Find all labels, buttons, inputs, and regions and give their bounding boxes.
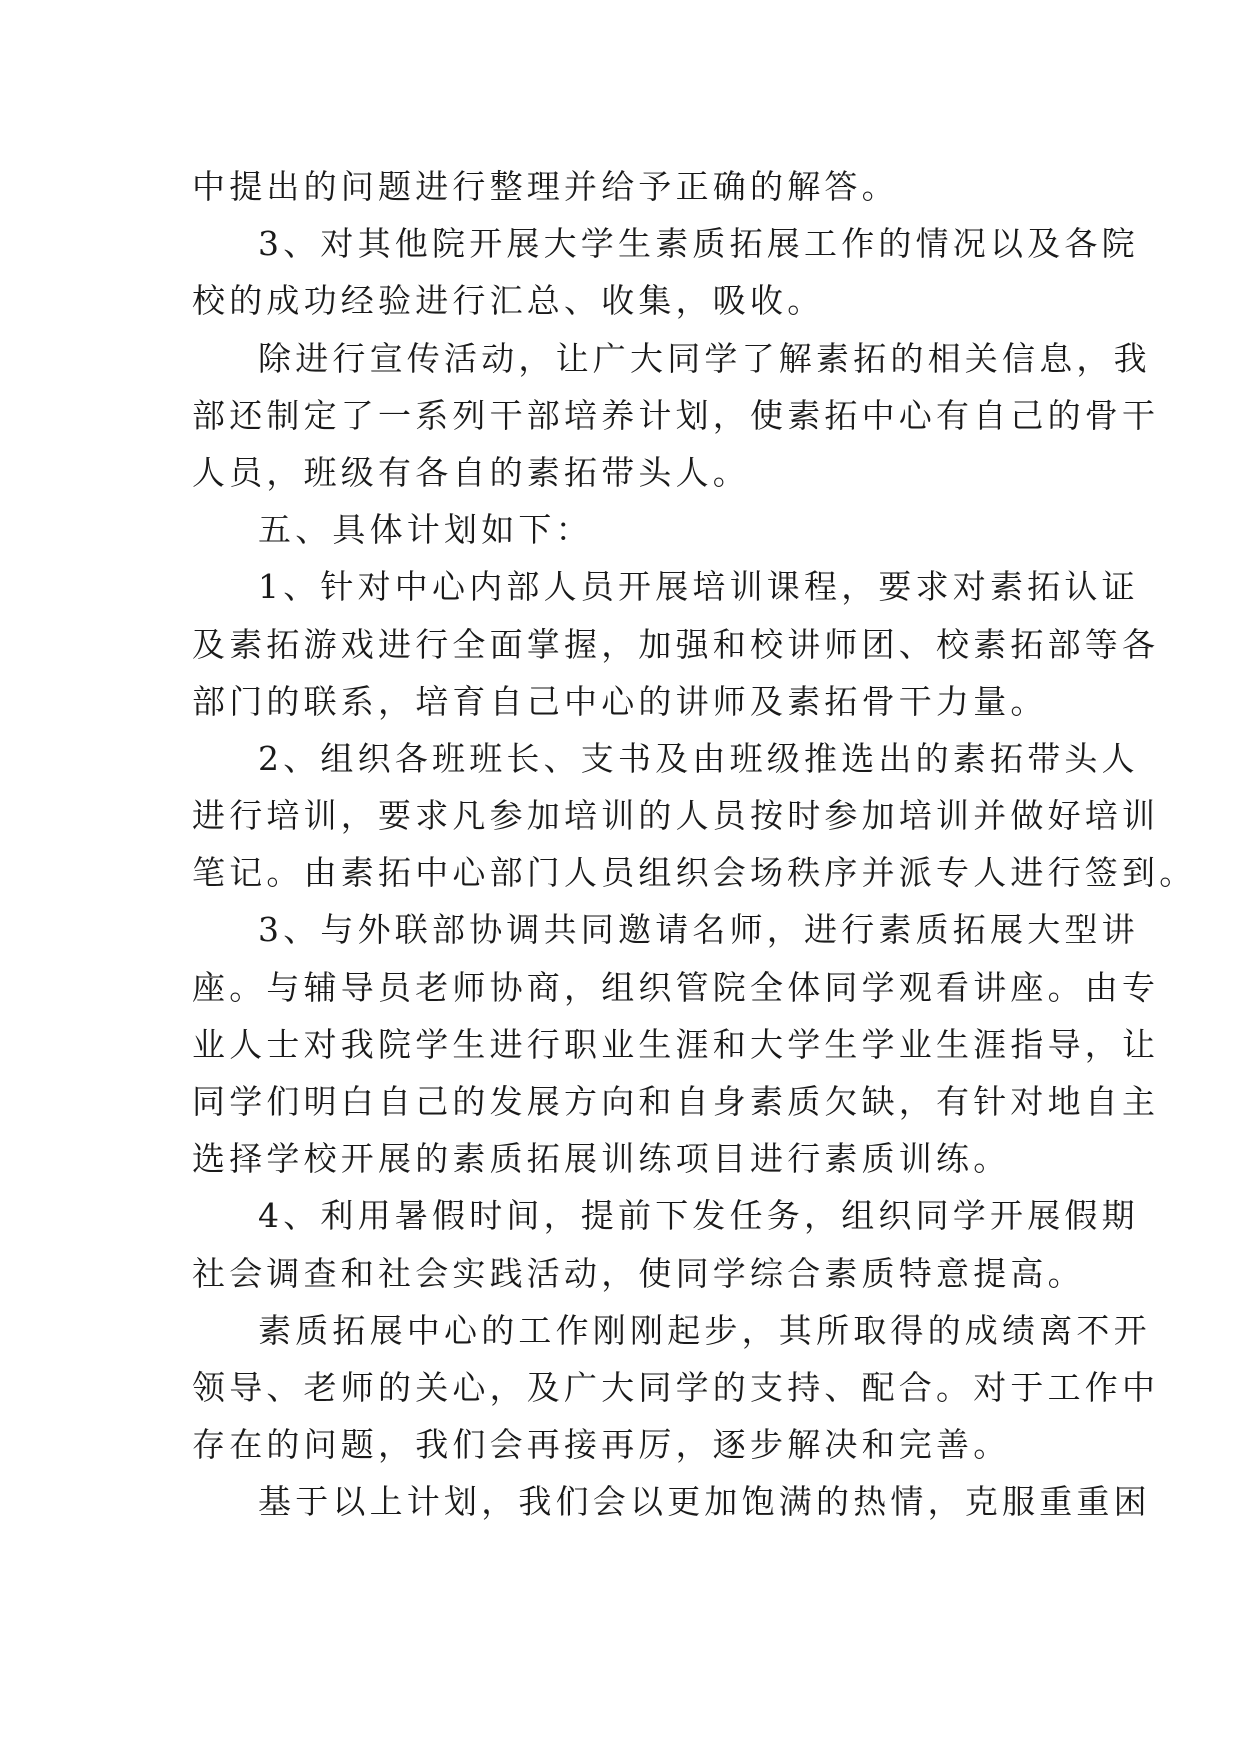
- text-line: 部还制定了一系列干部培养计划，使素拓中心有自己的骨干: [192, 395, 1160, 435]
- text-line: 4、利用暑假时间，提前下发任务，组织同学开展假期: [258, 1196, 1139, 1236]
- text-line: 部门的联系，培育自己中心的讲师及素拓骨干力量。: [192, 681, 1048, 721]
- text-line: 2、组织各班班长、支书及由班级推选出的素拓带头人: [258, 738, 1139, 778]
- text-line: 社会调查和社会实践活动，使同学综合素质特意提高。: [192, 1253, 1085, 1293]
- text-line: 领导、老师的关心，及广大同学的支持、配合。对于工作中: [192, 1367, 1160, 1407]
- text-line: 及素拓游戏进行全面掌握，加强和校讲师团、校素拓部等各: [192, 624, 1160, 664]
- text-line: 选择学校开展的素质拓展训练项目进行素质训练。: [192, 1139, 1011, 1179]
- text-line: 人员，班级有各自的素拓带头人。: [192, 452, 750, 492]
- text-line: 进行培训，要求凡参加培训的人员按时参加培训并做好培训: [192, 796, 1160, 836]
- text-line: 中提出的问题进行整理并给予正确的解答。: [192, 167, 899, 206]
- text-line: 除进行宣传活动，让广大同学了解素拓的相关信息，我: [258, 338, 1151, 378]
- text-line: 1、针对中心内部人员开展培训课程，要求对素拓认证: [258, 567, 1139, 607]
- text-line: 3、与外联部协调共同邀请名师，进行素质拓展大型讲: [258, 910, 1139, 950]
- text-line: 同学们明白自己的发展方向和自身素质欠缺，有针对地自主: [192, 1082, 1160, 1121]
- text-line: 基于以上计划，我们会以更加饱满的热情，克服重重困: [258, 1482, 1151, 1522]
- text-line: 座。与辅导员老师协商，组织管院全体同学观看讲座。由专: [192, 967, 1160, 1007]
- text-line: 存在的问题，我们会再接再厉，逐步解决和完善。: [192, 1425, 1011, 1465]
- text-line: 笔记。由素拓中心部门人员组织会场秩序并派专人进行签到。: [192, 853, 1197, 893]
- text-line: 3、对其他院开展大学生素质拓展工作的情况以及各院: [258, 224, 1139, 264]
- document-body: [192, 158, 1197, 1531]
- text-line: 五、具体计划如下：: [258, 510, 593, 550]
- text-line: 业人士对我院学生进行职业生涯和大学生学业生涯指导，让: [192, 1024, 1160, 1064]
- text-line: 校的成功经验进行汇总、收集，吸收。: [192, 281, 825, 321]
- text-line: 素质拓展中心的工作刚刚起步，其所取得的成绩离不开: [258, 1310, 1151, 1350]
